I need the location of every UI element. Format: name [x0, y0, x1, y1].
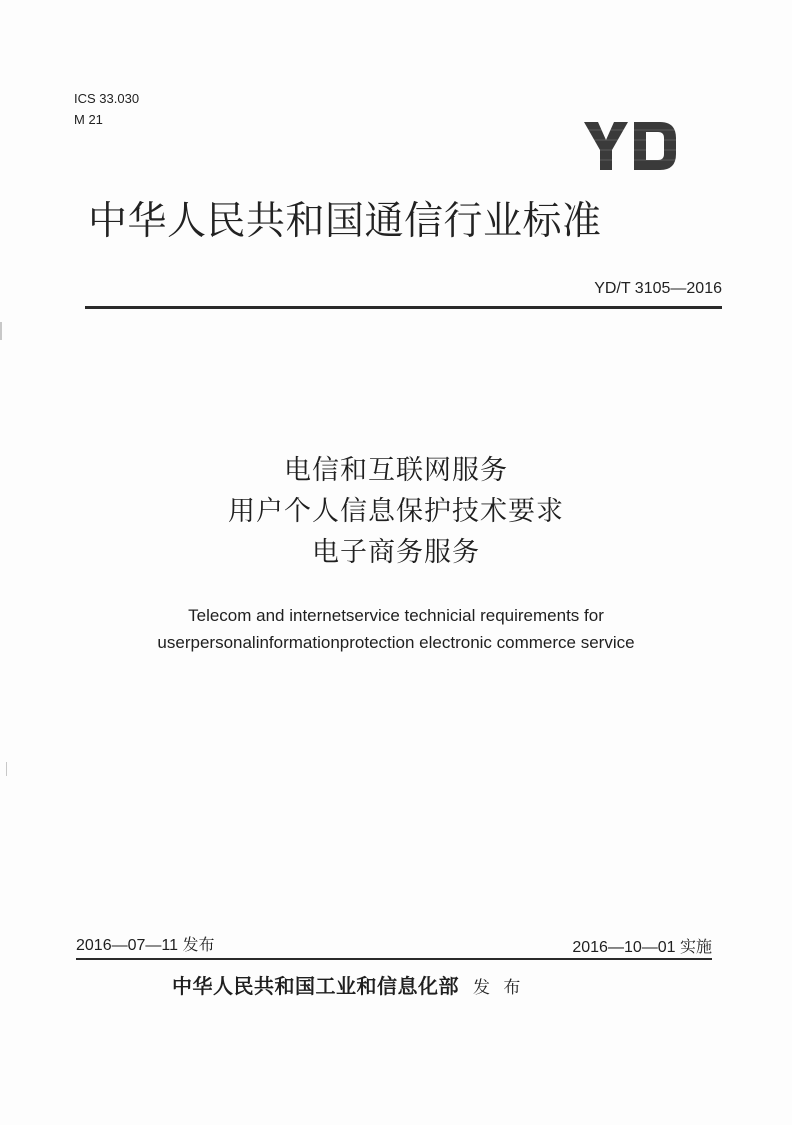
title-line: 电子商务服务: [312, 537, 480, 568]
ics-code: ICS 33.030: [74, 91, 140, 106]
footer-divider: [76, 958, 712, 960]
yd-logo-glyphs: [584, 122, 676, 170]
scan-artifact: [0, 322, 2, 340]
chinese-title: [0, 450, 792, 573]
publisher-name: 中华人民共和国工业和信息化部: [172, 974, 459, 998]
publisher-action: 发 布: [473, 978, 525, 998]
english-title: [0, 602, 792, 656]
yd-logo: [582, 120, 678, 172]
scan-artifact: [6, 762, 7, 776]
english-title-line: userpersonalinformationprotection electronic commerce service: [157, 633, 635, 652]
standard-category-title: 中华人民共和国通信行业标准: [88, 199, 602, 244]
standard-code: YD/T 3105—2016: [594, 280, 722, 297]
publisher: [172, 970, 524, 999]
issue-date: 2016—07—11 发布: [76, 937, 215, 954]
header-divider: [85, 306, 722, 309]
category-code: M 21: [74, 112, 103, 127]
classification-codes: [74, 88, 139, 130]
implementation-date: 2016—10—01 实施: [572, 939, 712, 956]
title-line: 电信和互联网服务: [284, 455, 508, 486]
title-line: 用户个人信息保护技术要求: [228, 496, 564, 527]
english-title-line: Telecom and internetservice technicial requirements for: [188, 606, 604, 625]
